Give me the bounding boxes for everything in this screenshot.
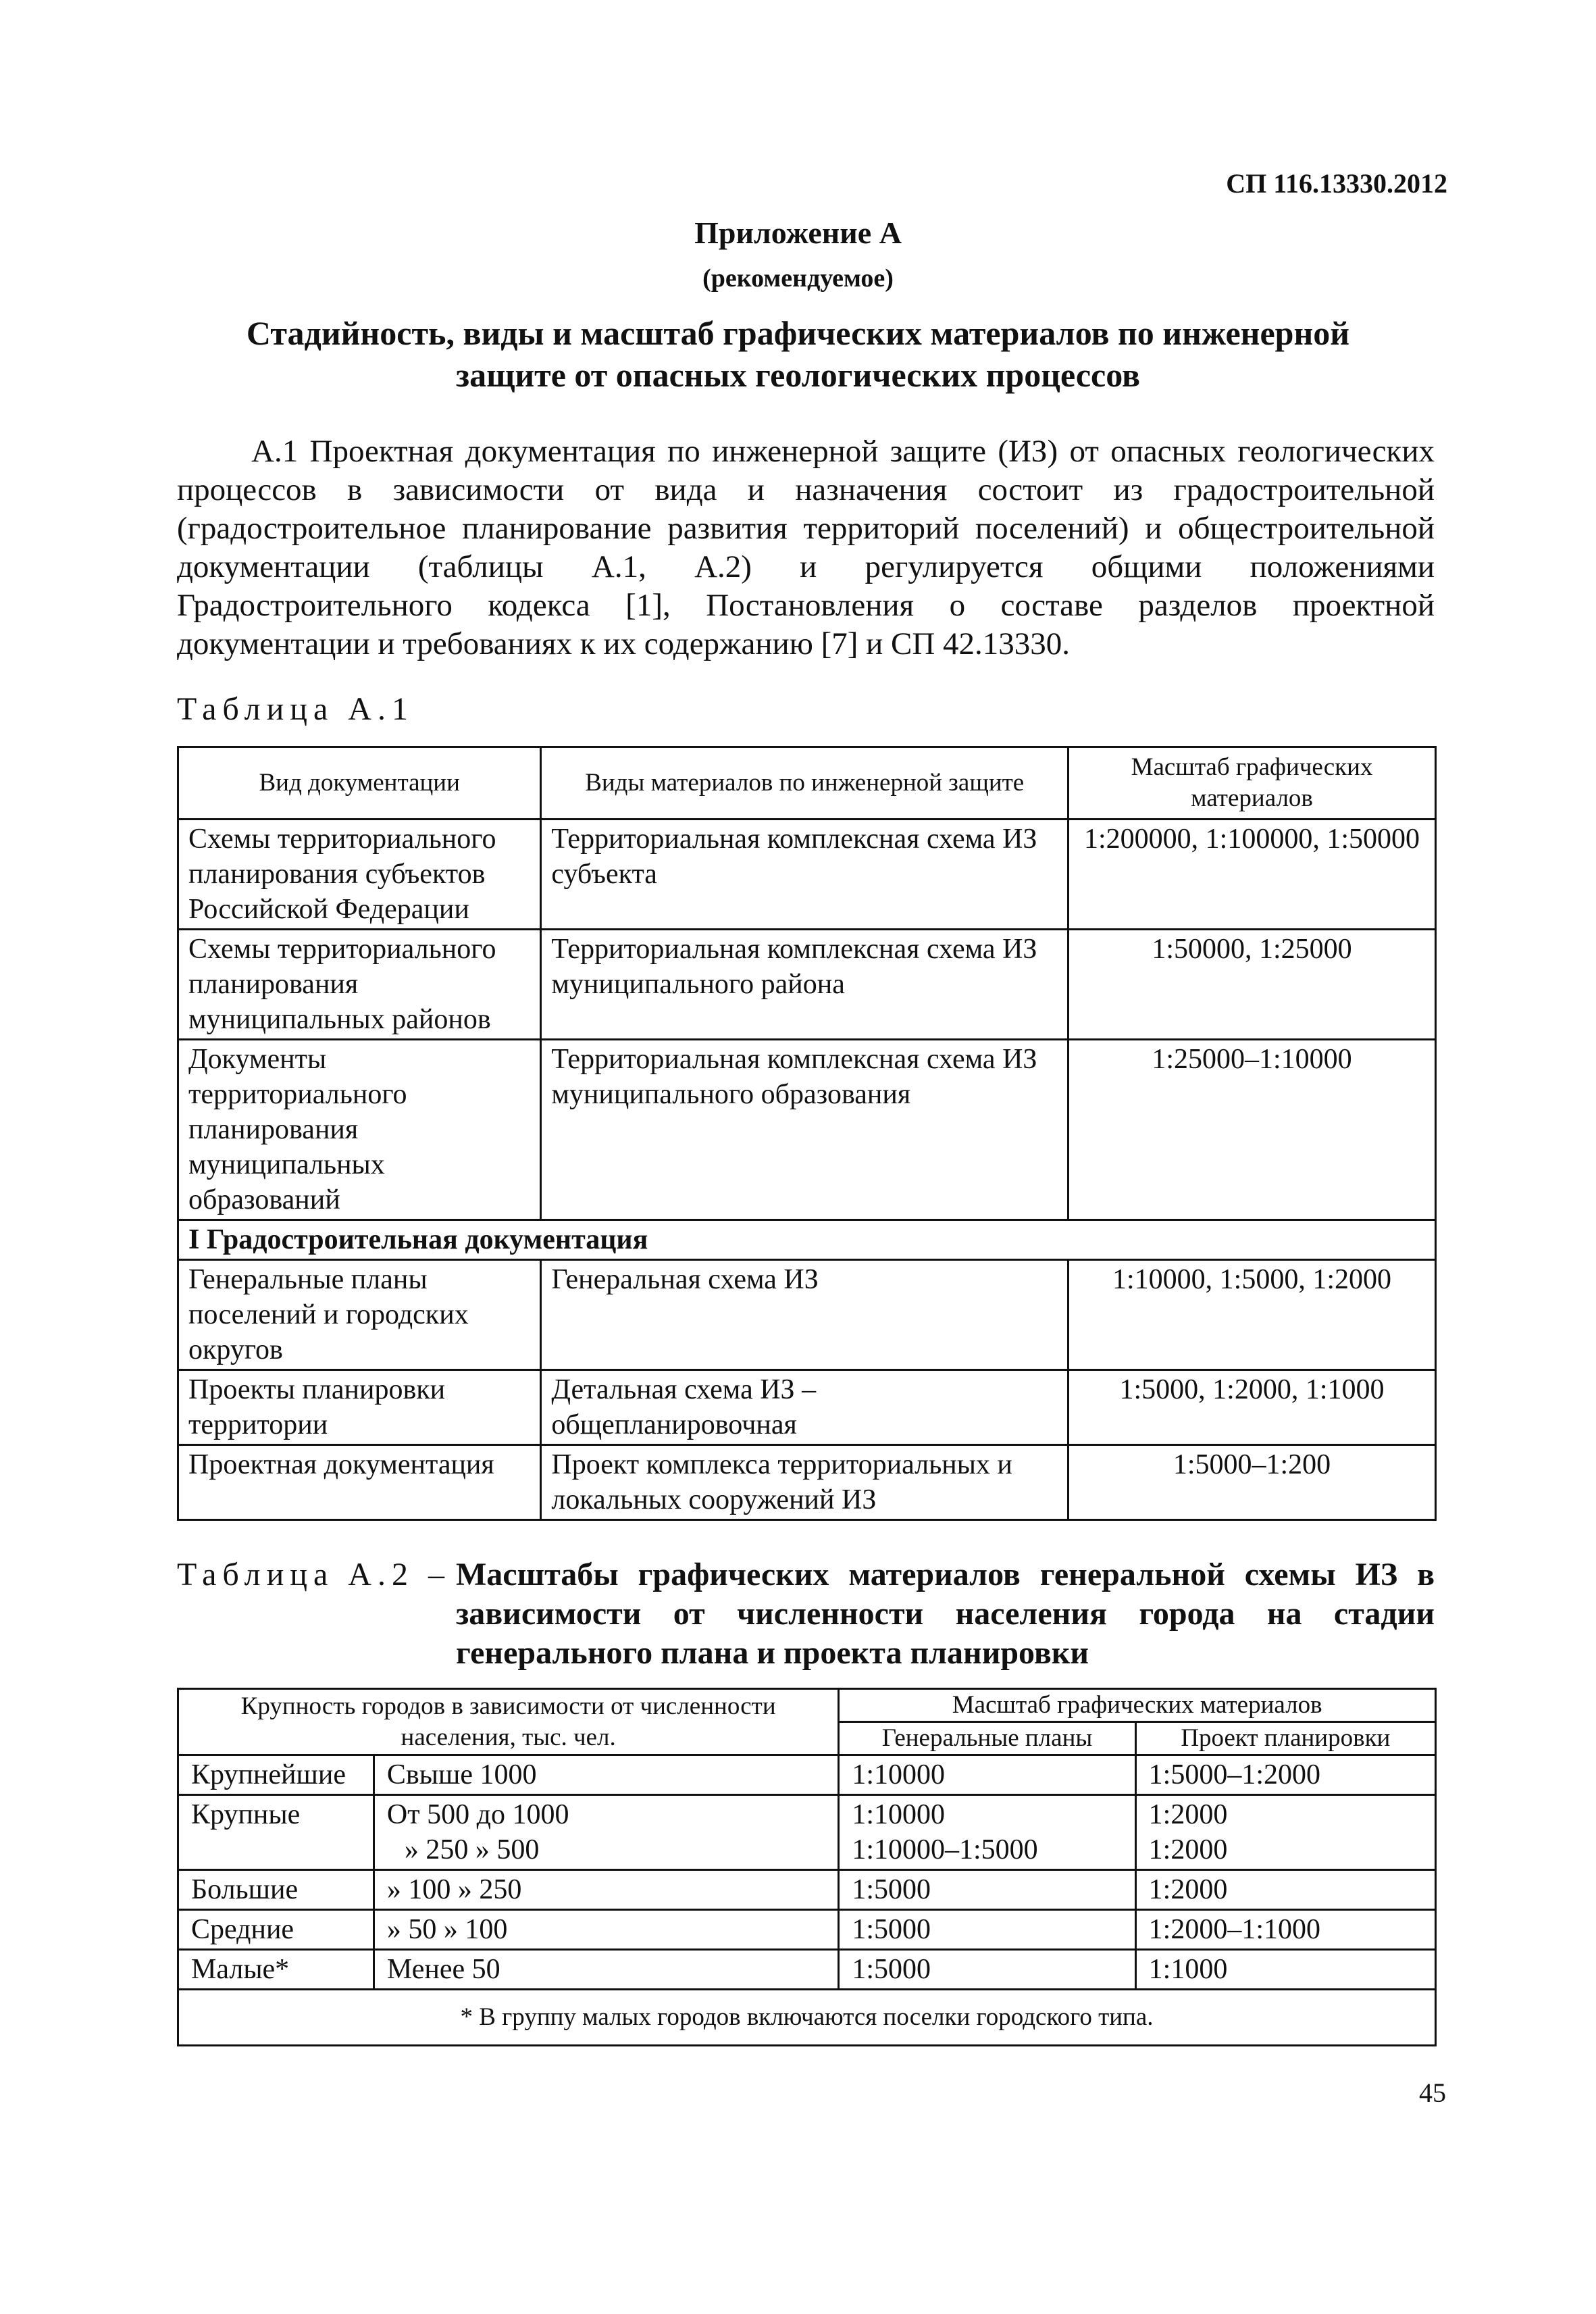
body-paragraph: А.1 Проектная документация по инженерной защите (ИЗ) от опасных геологических процессов в зависимости от вида и назначения состоит из градостроительной (градостроительное планирование развития территорий поселений) и общестроительной документации (таблицы А.1, А.2) и регулируется общими положениями Градостроительного кодекса [1], Постановления о составе разделов проектной документации и требованиях к их содержанию [7] и СП 42.13330. — [177, 434, 1435, 661]
material-cell: Детальная схема ИЗ – общепланировочная — [541, 1370, 1069, 1445]
planning-project-scale-cell: 1:1000 — [1135, 1950, 1435, 1990]
table-row — [178, 1445, 1436, 1520]
table-row — [178, 1370, 1436, 1445]
doc-type-cell: Проектная документация — [178, 1445, 541, 1520]
city-category-cell: Большие — [178, 1870, 374, 1910]
section-label: I Градостроительная документация — [178, 1220, 1436, 1260]
column-header: Вид документации — [178, 747, 541, 820]
scale-cell: 1:5000–1:200 — [1069, 1445, 1436, 1520]
table-header-row — [178, 1689, 1436, 1722]
city-category-cell: Крупнейшие — [178, 1755, 374, 1795]
material-cell: Территориальная комплексная схема ИЗ субъекта — [541, 820, 1069, 930]
column-header-scale: Масштаб графических материалов — [839, 1689, 1436, 1722]
column-header-city-size: Крупность городов в зависимости от численности населения, тыс. чел. — [178, 1689, 839, 1755]
scale-line: 1:10000–1:5000 — [852, 1834, 1038, 1865]
footnote-row — [178, 1990, 1436, 2046]
general-plan-scale-cell: 1:10000 — [839, 1755, 1135, 1795]
general-plan-scale-cell: 1:5000 — [839, 1910, 1135, 1950]
table-a2-caption — [177, 1555, 1435, 1673]
population-cell: Свыше 1000 — [374, 1755, 838, 1795]
scale-line: 1:2000 — [1148, 1799, 1228, 1830]
scale-line: 1:2000 — [1148, 1834, 1228, 1865]
table-row — [178, 1910, 1436, 1950]
scale-cell: 1:50000, 1:25000 — [1069, 930, 1436, 1040]
table-row — [178, 1040, 1436, 1220]
table-row — [178, 1755, 1436, 1795]
scale-cell: 1:5000, 1:2000, 1:1000 — [1069, 1370, 1436, 1445]
table-a1 — [177, 746, 1437, 1521]
table-a2 — [177, 1688, 1437, 2046]
planning-project-scale-cell: 1:5000–1:2000 — [1135, 1755, 1435, 1795]
section-row — [178, 1220, 1436, 1260]
column-header-planning-project: Проект планировки — [1135, 1722, 1435, 1755]
population-line: От 500 до 1000 — [386, 1799, 569, 1830]
table-row — [178, 1795, 1436, 1870]
section-heading: Стадийность, виды и масштаб графических материалов по инженерной защите от опасных геологических процессов — [246, 314, 1350, 394]
table-row — [178, 820, 1436, 930]
doc-type-cell: Генеральные планы поселений и городских округов — [178, 1260, 541, 1370]
population-cell — [374, 1795, 838, 1870]
material-cell: Территориальная комплексная схема ИЗ муниципального образования — [541, 1040, 1069, 1220]
doc-type-cell: Документы территориального планирования муниципальных образований — [178, 1040, 541, 1220]
planning-project-scale-cell: 1:2000 — [1135, 1870, 1435, 1910]
appendix-subtitle: (рекомендуемое) — [702, 264, 894, 293]
population-cell: » 100 » 250 — [374, 1870, 838, 1910]
planning-project-scale-cell: 1:2000–1:1000 — [1135, 1910, 1435, 1950]
doc-type-cell: Схемы территориального планирования субъектов Российской Федерации — [178, 820, 541, 930]
population-cell: Менее 50 — [374, 1950, 838, 1990]
doc-type-cell: Схемы территориального планирования муниципальных районов — [178, 930, 541, 1040]
appendix-title: Приложение А — [694, 216, 902, 250]
column-header: Виды материалов по инженерной защите — [541, 747, 1069, 820]
material-cell: Территориальная комплексная схема ИЗ муниципального района — [541, 930, 1069, 1040]
table-row — [178, 1870, 1436, 1910]
material-cell: Генеральная схема ИЗ — [541, 1260, 1069, 1370]
scale-line: 1:10000 — [852, 1799, 945, 1830]
population-cell: » 50 » 100 — [374, 1910, 838, 1950]
planning-project-scale-cell — [1135, 1795, 1435, 1870]
scale-cell: 1:25000–1:10000 — [1069, 1040, 1436, 1220]
footnote: * В группу малых городов включаются поселки городского типа. — [178, 1990, 1436, 2046]
table-header-row — [178, 747, 1436, 820]
city-category-cell: Малые* — [178, 1950, 374, 1990]
general-plan-scale-cell — [839, 1795, 1135, 1870]
table-row — [178, 930, 1436, 1040]
page-number: 45 — [1419, 2078, 1446, 2108]
table-a2-caption-title: Масштабы графических материалов генеральной схемы ИЗ в зависимости от численности населения города на стадии генерального плана и проекта планировки — [455, 1557, 1435, 1671]
city-category-cell: Крупные — [178, 1795, 374, 1870]
column-header-general-plans: Генеральные планы — [839, 1722, 1135, 1755]
table-a2-caption-lead: Таблица А.2 – — [177, 1557, 451, 1592]
material-cell: Проект комплекса территориальных и локальных сооружений ИЗ — [541, 1445, 1069, 1520]
doc-type-cell: Проекты планировки территории — [178, 1370, 541, 1445]
general-plan-scale-cell: 1:5000 — [839, 1950, 1135, 1990]
table-row — [178, 1260, 1436, 1370]
general-plan-scale-cell: 1:5000 — [839, 1870, 1135, 1910]
scale-cell: 1:10000, 1:5000, 1:2000 — [1069, 1260, 1436, 1370]
city-category-cell: Средние — [178, 1910, 374, 1950]
table-a1-caption: Таблица А.1 — [177, 691, 414, 727]
column-header: Масштаб графических материалов — [1069, 747, 1436, 820]
scale-cell: 1:200000, 1:100000, 1:50000 — [1069, 820, 1436, 930]
population-line: » 250 » 500 — [404, 1834, 540, 1865]
table-row — [178, 1950, 1436, 1990]
document-code: СП 116.13330.2012 — [1226, 168, 1447, 199]
